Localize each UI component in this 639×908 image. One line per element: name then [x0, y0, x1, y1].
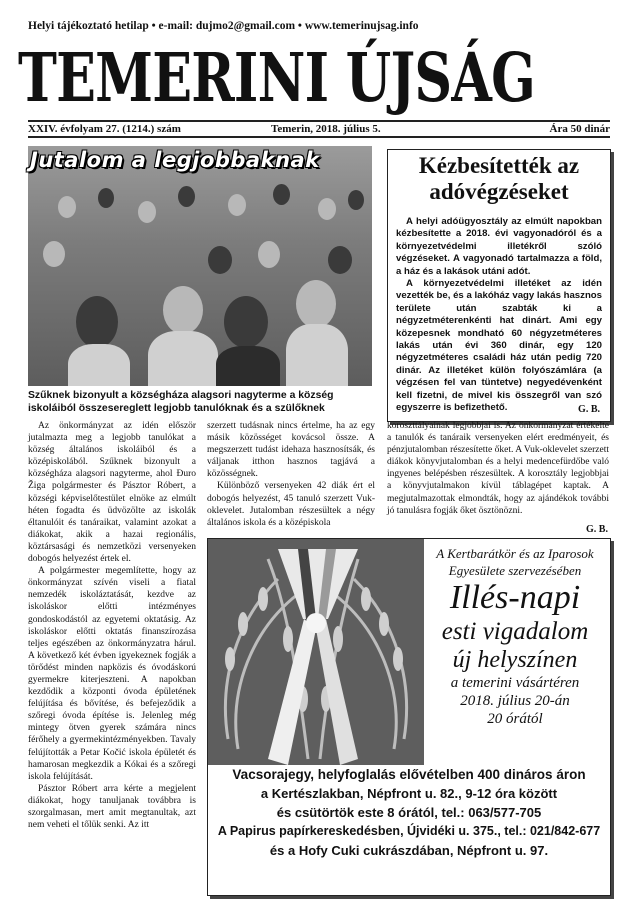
- event-advertisement: [207, 538, 611, 896]
- issue-number: XXIV. évfolyam 27. (1214.) szám: [28, 123, 181, 135]
- ticket-line: és csütörtök este 8 órától, tel.: 063/577-705: [276, 805, 542, 820]
- tax-news-signature: G. B.: [578, 404, 600, 415]
- event-title: Illés-napi: [449, 579, 581, 616]
- article-paragraph: Különböző versenyeken 42 diák ért el dobogós helyezést, 45 tanuló szerzett Vuk-oklevelet. Jutalomban részesültek a négy általános iskola és a középiskola: [207, 481, 375, 528]
- header-topline: Helyi tájékoztató hetilap • e-mail: dujmo2@gmail.com • www.temerinujsag.info: [28, 20, 419, 32]
- article-paragraph: A polgármester megemlítette, hogy az önkormányzat szívén viseli a fiatal nemzedék iskoláztatását, kezdve az iskoláskor előtti intézményes gondoskodástól az egyetemi oktatásig. Az iskoláskor előtti oktatás finanszírozása teljes egészében az önkormányzatra hárul. A következő két évben igyekeznek fogják a törődést minden napközis és óvodáskorú gyermekre kiterjeszteni. A napokban kezdődik a központi óvoda épületének felújítása és bővítése, és befejeződik a szőregi óvoda építése is. Jelenleg még mintegy ötven gyerek számára nincs férőhely a gyermekintézményekben. Tavaly felújították a Petar Kočić iskola épületét és hamarosan megkezdik a Kókai és a szőregi iskola felújítását.: [28, 566, 196, 782]
- ticket-line: a Kertészlakban, Népfront u. 82., 9-12 óra között: [260, 786, 558, 801]
- article-column-3: [387, 420, 609, 517]
- tax-news-box: [387, 149, 611, 422]
- photo-caption: Szűknek bizonyult a községháza alagsori nagyterme a község iskoláiból összesereglett legjobb tanulóknak és a szülőknek: [28, 390, 334, 414]
- article-column-1: [28, 420, 196, 831]
- event-date: 2018. július 20-án: [460, 693, 570, 709]
- article-paragraph: Az önkormányzat az idén először jutalmazta meg a legjobb tanulókat a község általános iskoláiból és a középiskolából. Szűknek bizonyult a községháza alagsori nagyterme, ahol Đuro Žiga polgármester és Pásztor Róbert, a községi képviselőtestület elnöke az elmúlt héten fogadta és üdvözölte az iskolák éltanulóit és tanáraikat, valamint azokat a diákokat, akik a hazai regionális, köztársasági és nemzetközi versenyeken dobogós helyezést értek el.: [28, 421, 196, 565]
- issue-date: Temerin, 2018. július 5.: [271, 123, 381, 135]
- lead-headline: Jutalom a legjobbaknak: [30, 148, 320, 172]
- ticket-info: [208, 765, 610, 860]
- tax-news-title: Kézbesítették az adóvégzéseket: [418, 153, 580, 204]
- article-column-2: [207, 420, 375, 529]
- wheat-wreath-image: [208, 539, 424, 765]
- event-time: 20 órától: [487, 711, 543, 727]
- organizer-line: Egyesülete szervezésében: [448, 563, 582, 578]
- issue-price: Ára 50 dinár: [549, 123, 610, 135]
- masthead-title: TEMERINI ÚJSÁG: [18, 38, 535, 117]
- event-subtitle: esti vigadalom: [441, 618, 589, 645]
- article-paragraph: Pásztor Róbert arra kérte a megjelent diákokat, hogy tanuljanak továbbra is szorgalmasan, mert amit megtanultak, azt nem veheti el tőlük senki. Az itt: [28, 783, 196, 831]
- event-place: a temerini vásártéren: [450, 675, 580, 691]
- organizer-line: A Kertbarátkör és az Iparosok: [436, 546, 594, 561]
- tax-news-paragraph: A helyi adóügyosztály az elmúlt napokban kézbesítette a 2018. évi vagyonadóról és a környezetvédelmi illetékről szóló végzéseket. A vagyonadó tartalmazza a föld, a ház és a lakások utáni adót.: [396, 216, 602, 277]
- event-new-location: új helyszínen: [452, 647, 578, 673]
- event-announcement: [422, 545, 608, 728]
- article-paragraph: koroszttályainak legjobbjai is. Az önkormányzat értékelte a tanulók és tanáraik versenyeken elért eredményeit, és pénzjutalomban részesítette őket. A Vuk-oklevelet szerzett diákok könyvjutalomban és a helyi medencefürdőbe való ingyenes belépésben részesültek. A korosztály legjobbjai a könyvjutalmakon kívül táblagépet kaptak. A megjutalmazottak elmondták, hogy az ajándékok további jó tanulásra fogják őket ösztönözni.: [387, 421, 609, 516]
- tax-news-paragraph: A környezetvédelmi illetéket az idén vezették be, és a lakóház vagy lakás hasznos területe után szabták ki a négyzetméterenkénti hat dinárt. Ami egy közepesnek mondható 60 négyzetméteres lakás után évi 360 dinár, egy 120 négyzetméteres családi ház után pedig 720 dinár. Az illetéket külön folyószámlára (a végzésen fel van tüntetve) negyedévenként kell fizetni, de mivel kis összegről van szó egyszerre is befizethető.: [396, 278, 602, 414]
- ticket-line: Vacsorajegy, helyfoglalás elővételben 400 dináros áron: [232, 767, 586, 782]
- article-signature: G. B.: [586, 524, 608, 535]
- article-paragraph: szerzett tudásnak nincs értelme, ha az egy másik közösséget kovácsol össze. A megszerzett tudást idehaza hasznosítsák, és váljanak itthon hasznos tagjává a közösségnek.: [207, 421, 375, 480]
- lead-photo: [28, 146, 372, 386]
- issue-info-bar: [28, 120, 610, 138]
- ticket-line: A Papirus papírkereskedésben, Újvidéki u. 375., tel.: 021/842-677: [217, 824, 601, 838]
- ticket-line: és a Hofy Cuki cukrászdában, Népfront u. 97.: [269, 843, 549, 858]
